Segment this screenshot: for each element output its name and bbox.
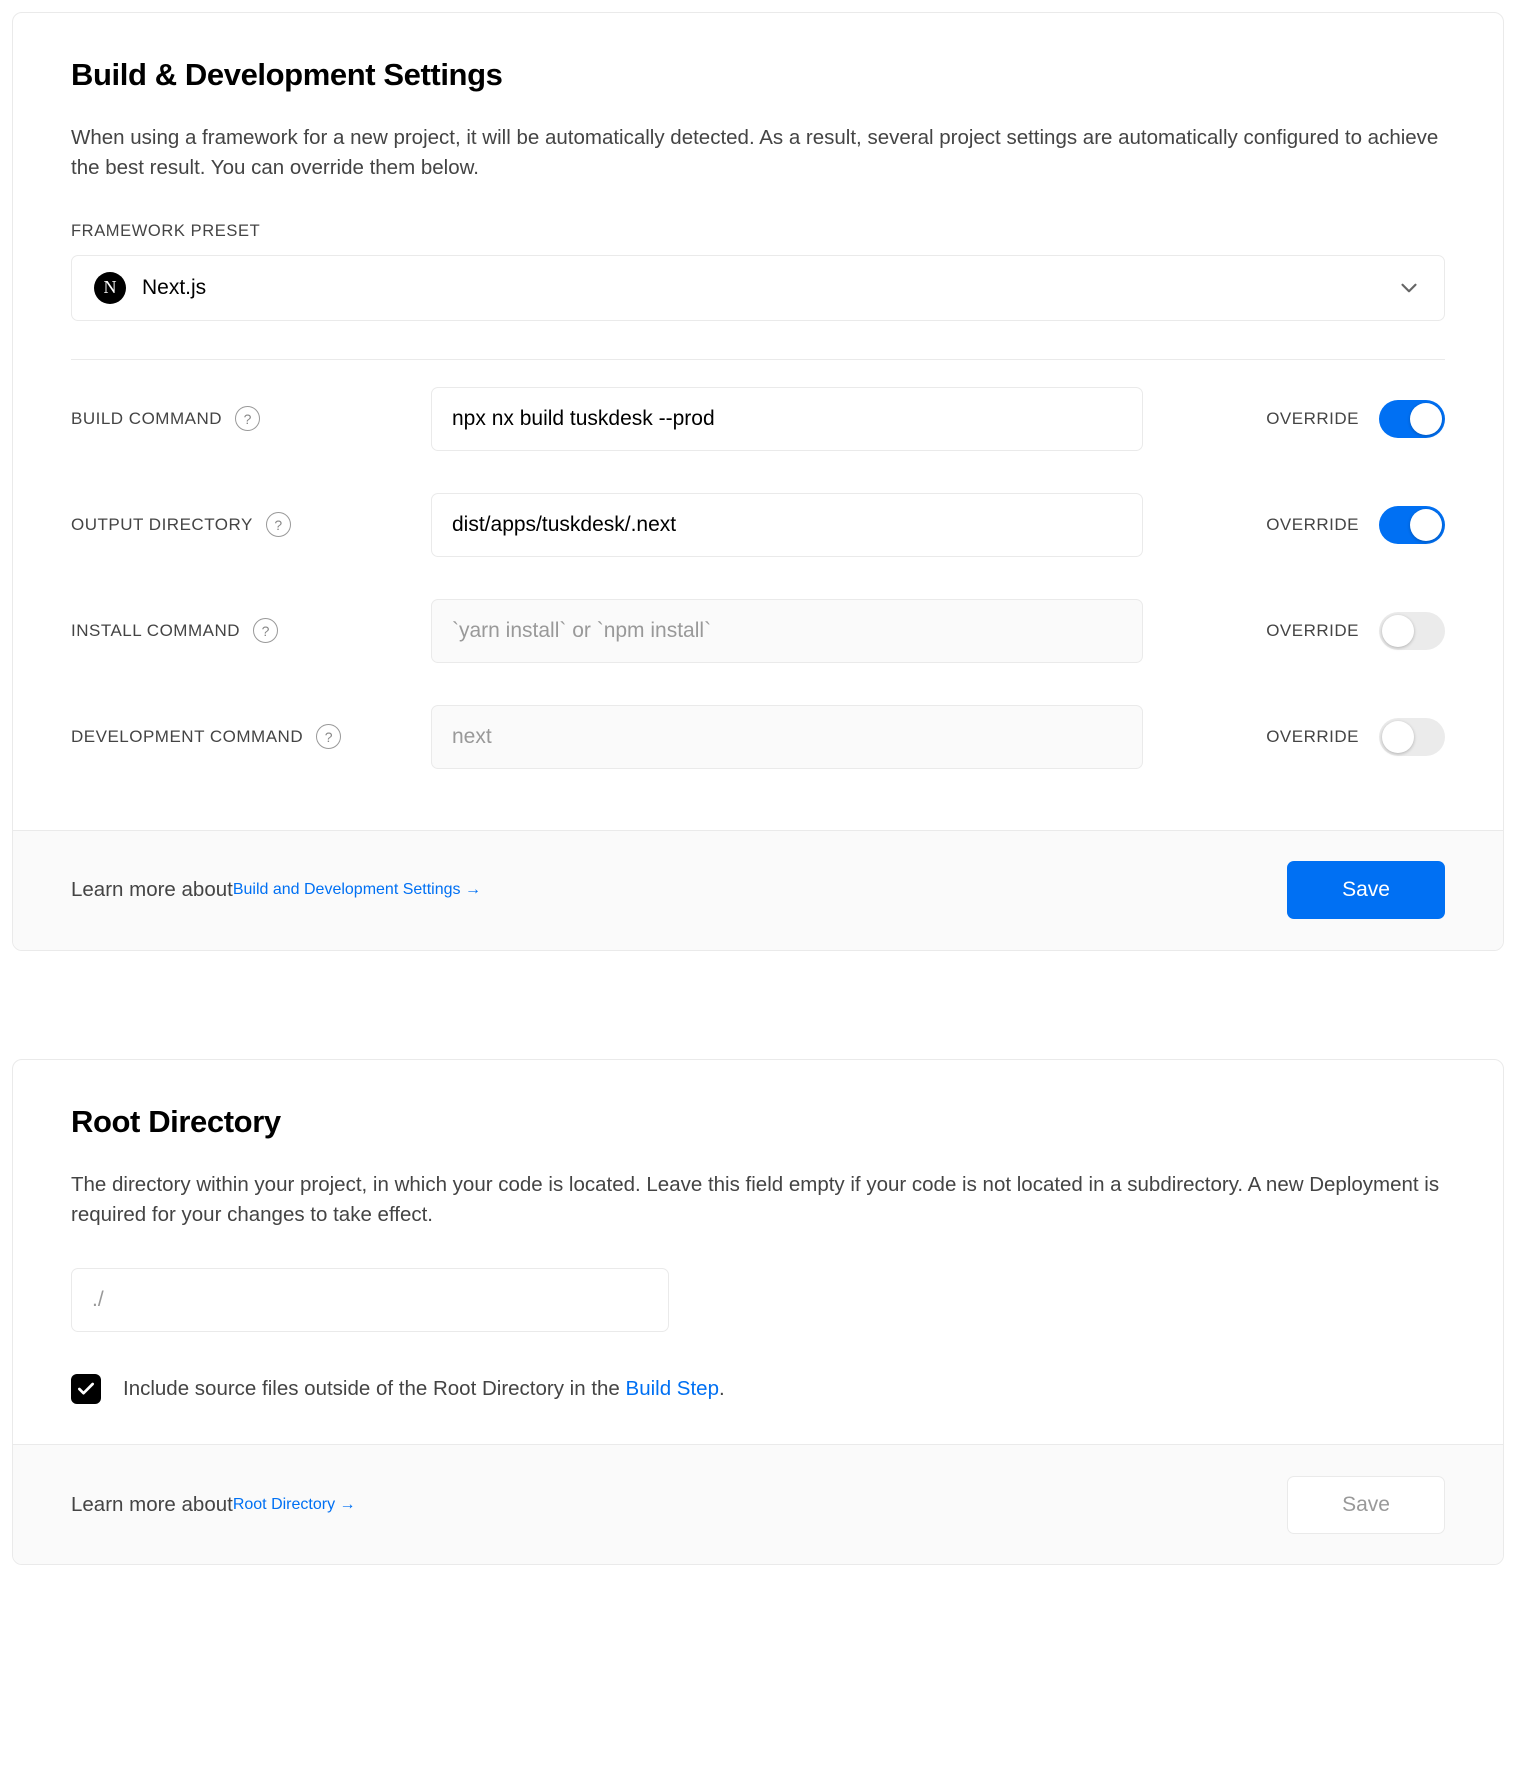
- root-directory-title: Root Directory: [71, 1103, 281, 1139]
- framework-preset-select[interactable]: [71, 255, 1445, 321]
- framework-preset-value: Next.js: [142, 275, 207, 299]
- build-settings-card: [12, 12, 1504, 951]
- output-directory-label-group: [71, 512, 431, 537]
- help-icon[interactable]: ?: [253, 618, 278, 643]
- build-command-label: BUILD COMMAND: [71, 408, 223, 428]
- root-directory-learn-more-link[interactable]: Root Directory →: [232, 1495, 356, 1513]
- build-step-link[interactable]: Build Step: [625, 1377, 719, 1401]
- root-directory-footer: [13, 1444, 1503, 1564]
- root-directory-body: [13, 1060, 1503, 1445]
- row-build-command: [71, 366, 1445, 472]
- include-source-files-checkbox[interactable]: [71, 1374, 101, 1404]
- help-icon[interactable]: ?: [316, 724, 341, 749]
- root-directory-description: The directory within your project, in which your code is located. Leave this field empty if your code is not located in a subdirectory. A new Deployment is required for your changes to take effect.: [71, 1172, 1440, 1226]
- build-settings-body: [13, 13, 1503, 830]
- row-install-command: [71, 578, 1445, 684]
- development-command-input[interactable]: [431, 705, 1143, 769]
- build-command-override-toggle[interactable]: [1379, 400, 1445, 438]
- divider: [71, 359, 1445, 360]
- include-source-files-text-after: .: [718, 1377, 725, 1401]
- root-directory-card: [12, 1059, 1504, 1566]
- build-settings-description: When using a framework for a new project, it will be automatically detected. As a result, several project settings are automatically configured to achieve the best result. You can override them below.: [71, 126, 1439, 180]
- build-command-override-label: OVERRIDE: [1266, 408, 1359, 428]
- build-settings-learn-more-link[interactable]: Build and Development Settings →: [232, 881, 481, 899]
- page-title: Build & Development Settings: [71, 57, 503, 92]
- include-source-files-label: [123, 1377, 725, 1401]
- output-directory-override-group: [1266, 506, 1445, 544]
- include-source-files-row: [71, 1374, 1445, 1404]
- build-command-input[interactable]: [431, 387, 1143, 451]
- development-command-override-label: OVERRIDE: [1266, 726, 1359, 746]
- chevron-down-icon: [1396, 275, 1422, 301]
- card-spacer: [0, 951, 1516, 1059]
- install-command-label: INSTALL COMMAND: [71, 620, 241, 640]
- output-directory-override-label: OVERRIDE: [1266, 514, 1359, 534]
- development-command-label: DEVELOPMENT COMMAND: [71, 726, 304, 746]
- framework-preset-label: FRAMEWORK PRESET: [71, 221, 261, 240]
- install-command-override-group: [1266, 612, 1445, 650]
- root-directory-input[interactable]: [71, 1268, 669, 1332]
- development-command-label-group: [71, 724, 431, 749]
- build-command-label-group: [71, 406, 431, 431]
- row-output-directory: [71, 472, 1445, 578]
- root-save-button[interactable]: Save: [1287, 1476, 1445, 1534]
- build-settings-footer: [13, 830, 1503, 950]
- output-directory-input[interactable]: [431, 493, 1143, 557]
- output-directory-label: OUTPUT DIRECTORY: [71, 514, 253, 534]
- help-icon[interactable]: ?: [266, 512, 291, 537]
- build-command-override-group: [1266, 400, 1445, 438]
- build-save-button[interactable]: Save: [1287, 861, 1445, 919]
- development-command-override-toggle[interactable]: [1379, 718, 1445, 756]
- install-command-override-toggle[interactable]: [1379, 612, 1445, 650]
- root-footer-text: Learn more about: [71, 1492, 233, 1516]
- install-command-input[interactable]: [431, 599, 1143, 663]
- install-command-label-group: [71, 618, 431, 643]
- include-source-files-text-before: Include source files outside of the Root Directory in the: [123, 1377, 626, 1401]
- output-directory-override-toggle[interactable]: [1379, 506, 1445, 544]
- row-development-command: [71, 684, 1445, 790]
- install-command-override-label: OVERRIDE: [1266, 620, 1359, 640]
- help-icon[interactable]: ?: [235, 406, 260, 431]
- nextjs-logo-icon: N: [94, 272, 126, 304]
- development-command-override-group: [1266, 718, 1445, 756]
- build-footer-text: Learn more about: [71, 878, 233, 902]
- override-rows: [71, 366, 1445, 790]
